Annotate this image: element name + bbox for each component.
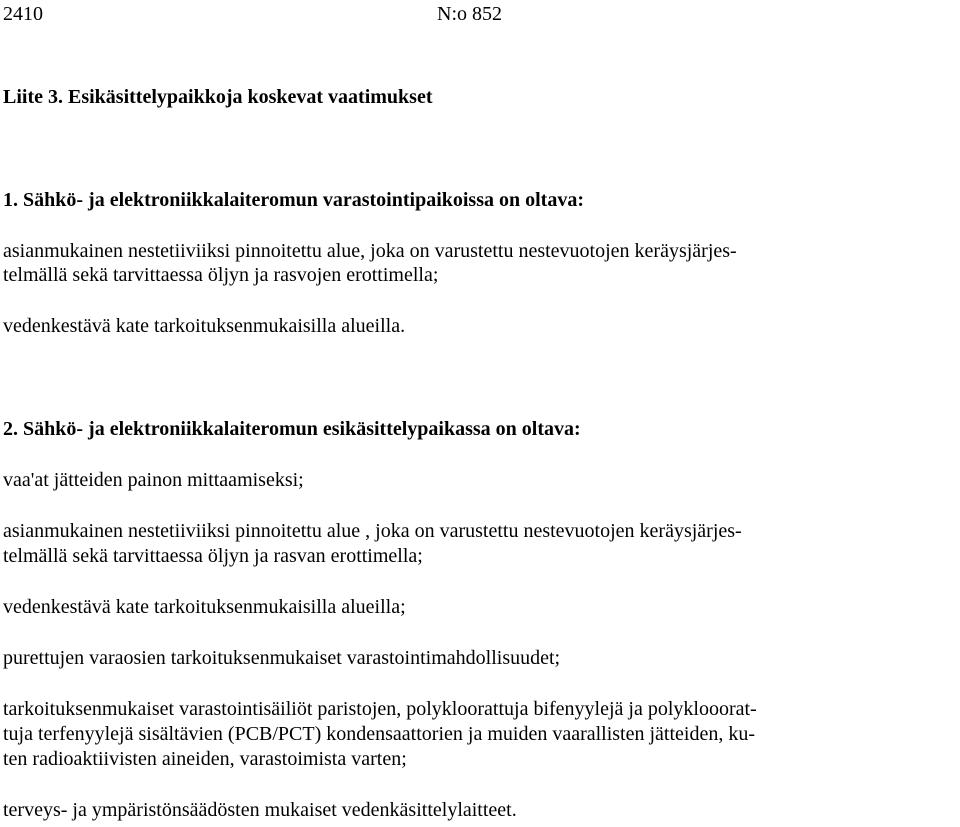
section2-item1: vaa'at jätteiden painon mittaamiseksi; — [3, 469, 304, 491]
section2-item3: vedenkestävä kate tarkoituksenmukaisilla alueilla; — [3, 596, 406, 618]
section2-item5-line1: tarkoituksenmukaiset varastointisäiliöt paristojen, polykloorattuja bifenyylejä ja polyklooorat- — [3, 698, 757, 720]
section1-item1-line1: asianmukainen nestetiiviiksi pinnoitettu alue, joka on varustettu nestevuotojen keräysjärjes- — [3, 240, 737, 262]
section2-item2-line1: asianmukainen nestetiiviiksi pinnoitettu alue , joka on varustettu nestevuotojen keräysjärjes- — [3, 520, 742, 542]
section1-item1-line2: telmällä sekä tarvittaessa öljyn ja rasvojen erottimella; — [3, 264, 439, 286]
appendix-title: Liite 3. Esikäsittelypaikkoja koskevat vaatimukset — [3, 86, 433, 108]
section1-heading: 1. Sähkö- ja elektroniikkalaiteromun varastointipaikoissa on oltava: — [3, 189, 584, 211]
section2-heading: 2. Sähkö- ja elektroniikkalaiteromun esikäsittelypaikassa on oltava: — [3, 418, 581, 440]
section2-item5-line3: ten radioaktiivisten aineiden, varastoimista varten; — [3, 748, 407, 770]
section2-item5-line2: tuja terfenyylejä sisältävien (PCB/PCT) kondensaattorien ja muiden vaarallisten jätteiden, ku- — [3, 723, 756, 745]
section2-item6: terveys- ja ympäristönsäädösten mukaiset vedenkäsittelylaitteet. — [3, 799, 517, 821]
section1-item2: vedenkestävä kate tarkoituksenmukaisilla alueilla. — [3, 315, 406, 337]
section2-item4: purettujen varaosien tarkoituksenmukaiset varastointimahdollisuudet; — [3, 647, 561, 669]
page-number: 2410 — [3, 3, 43, 25]
section2-item2-line2: telmällä sekä tarvittaessa öljyn ja rasvan erottimella; — [3, 545, 423, 567]
issue-number: N:o 852 — [437, 3, 502, 25]
